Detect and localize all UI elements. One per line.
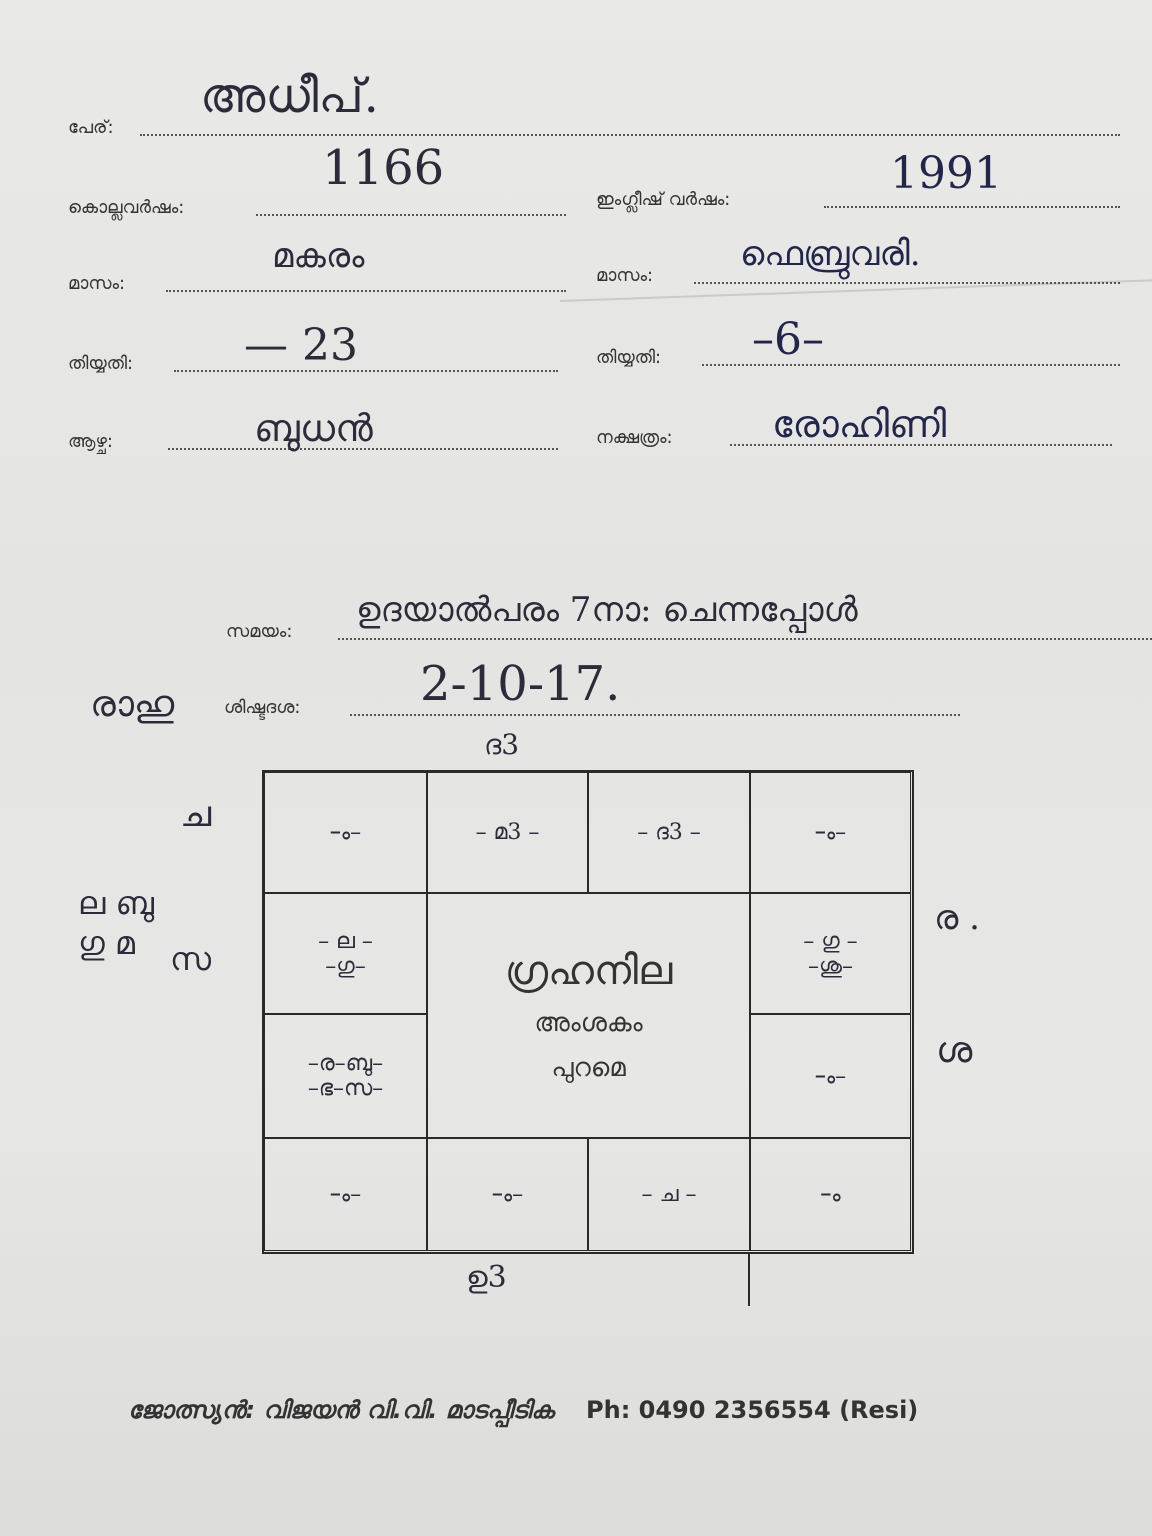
side-left-3: ഗു മ xyxy=(78,924,136,962)
month-ml-label: മാസം: xyxy=(68,273,126,294)
chart-top-label: ദ3 xyxy=(484,728,520,761)
chart-cell-r2c1: – ല – –ഗു– xyxy=(264,893,427,1014)
date-en-field xyxy=(596,330,1120,370)
chart-center-title: ഗ്രഹനില xyxy=(504,947,673,994)
chart-cell-r1c2: – മ3 – xyxy=(427,772,588,893)
month-en-value: ഫെബ്രുവരി. xyxy=(740,234,921,274)
side-left-4: സ xyxy=(170,940,212,978)
date-en-value: –6– xyxy=(752,314,824,365)
chart-center-line1: അംശകം xyxy=(534,1007,643,1038)
dasha-value: 2-10-17. xyxy=(420,656,621,712)
chart-cell-r1c1: –ം– xyxy=(264,772,427,893)
chart-center xyxy=(427,893,750,1138)
dasha-label: ശിഷ്ടദശ: xyxy=(224,697,301,718)
kollam-year-label: കൊല്ലവർഷം: xyxy=(68,197,185,218)
astrologer-name: ജോത്സ്യൻ: വിജയൻ വി.വി. മാടപ്പീടിക xyxy=(128,1396,555,1424)
star-value: രോഹിണി xyxy=(772,402,947,446)
footer xyxy=(128,1396,918,1424)
chart-cell-r4c3: – ച – xyxy=(588,1138,750,1251)
english-year-label: ഇംഗ്ലീഷ് വർഷം: xyxy=(596,189,731,210)
side-left-2: ല ബു xyxy=(78,884,155,922)
chart-cell-r1c4: –ം– xyxy=(750,772,911,893)
grahanila-chart xyxy=(262,770,914,1254)
time-label: സമയം: xyxy=(226,621,293,642)
chart-cell-r2c4: – ഗു – –ശു– xyxy=(750,893,911,1014)
side-left-1: ച xyxy=(180,794,212,835)
date-ml-label: തിയ്യതി: xyxy=(68,353,134,374)
name-label: പേര്: xyxy=(68,117,114,138)
chart-cell-r1c3: – ദ3 – xyxy=(588,772,750,893)
chart-cell-r3c1: –ര–ബു– –ഭ–സ– xyxy=(264,1014,427,1138)
english-year-value: 1991 xyxy=(890,148,1002,199)
english-year-field xyxy=(596,172,1120,212)
chart-bottom-tick xyxy=(748,1254,750,1306)
month-en-label: മാസം: xyxy=(596,265,654,286)
dasha-prefix: രാഹു xyxy=(90,684,175,725)
chart-cell-r3c4: –ം– xyxy=(750,1014,911,1138)
weekday-label: ആഴ്ച: xyxy=(68,431,113,452)
date-en-label: തിയ്യതി: xyxy=(596,347,662,368)
kollam-year-value: 1166 xyxy=(322,140,445,196)
month-ml-value: മകരം xyxy=(272,236,365,276)
chart-cell-r4c1: –ം– xyxy=(264,1138,427,1251)
side-right-1: ര . xyxy=(934,898,980,938)
kollam-year-field xyxy=(68,180,566,220)
name-value: അധീപ്. xyxy=(200,68,379,124)
star-label: നക്ഷത്രം: xyxy=(596,427,673,448)
time-value: ഉദയാൽപരം 7നാ: ചെന്നപ്പോൾ xyxy=(356,590,858,630)
chart-cell-r4c4: –ം xyxy=(750,1138,911,1251)
chart-cell-r4c2: –ം– xyxy=(427,1138,588,1251)
chart-bottom-label: ഉ3 xyxy=(466,1260,507,1295)
date-ml-value: — 23 xyxy=(244,320,358,371)
phone-number: Ph: 0490 2356554 (Resi) xyxy=(586,1396,919,1424)
weekday-value: ബുധൻ xyxy=(254,406,373,450)
chart-center-line2: പുറമെ xyxy=(551,1052,626,1083)
side-right-2: ശ xyxy=(936,1030,973,1071)
